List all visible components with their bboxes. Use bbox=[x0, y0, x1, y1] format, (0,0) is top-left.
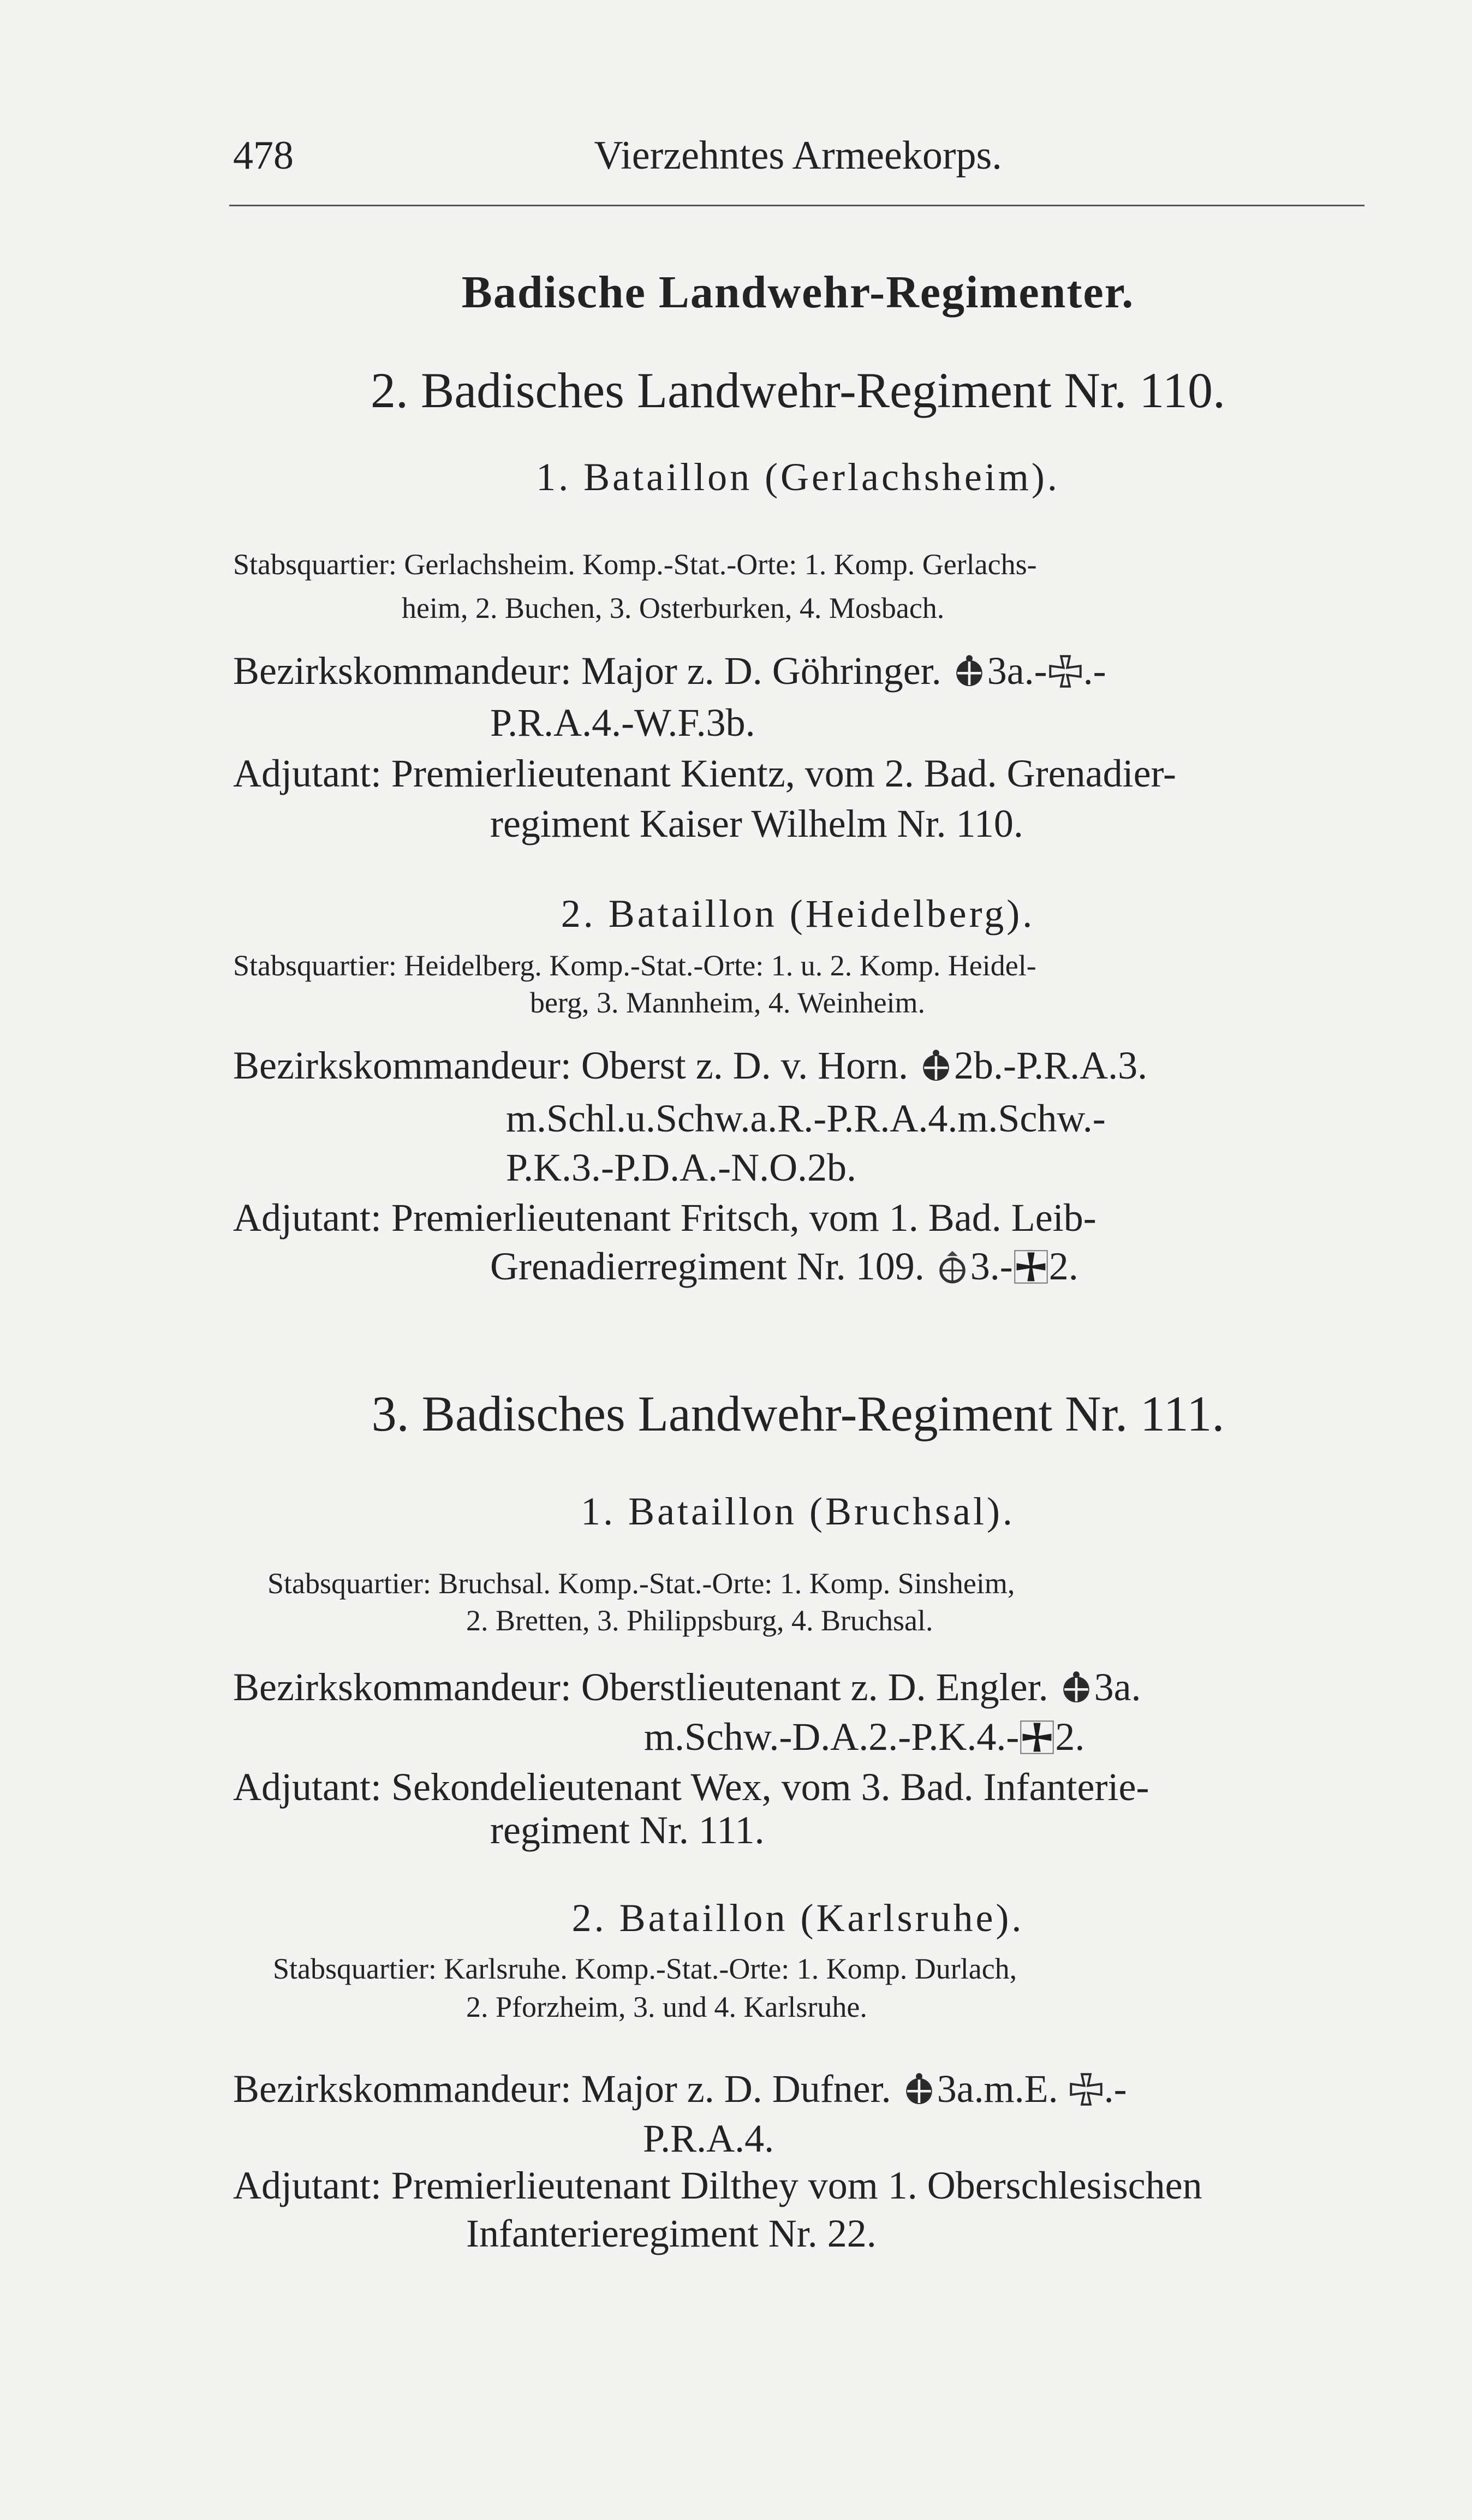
text: Bezirkskommandeur: Major z. D. Göhringer. bbox=[233, 649, 951, 693]
text: 2. bbox=[1048, 1244, 1078, 1288]
bezirkskommandeur-line bbox=[233, 2068, 1127, 2111]
stabs-line: 2. Bretten, 3. Philippsburg, 4. Bruchsal. bbox=[466, 1604, 933, 1637]
text: 2. bbox=[1055, 1715, 1085, 1759]
decorations-line: P.R.A.4.-W.F.3b. bbox=[490, 701, 755, 744]
order-badge-icon bbox=[918, 1048, 954, 1084]
iron-cross-icon bbox=[1019, 1719, 1055, 1755]
stabs-line: berg, 3. Mannheim, 4. Weinheim. bbox=[530, 986, 926, 1019]
text: Bezirkskommandeur: Oberst z. D. v. Horn. bbox=[233, 1044, 919, 1087]
decorations-line: P.R.A.4. bbox=[643, 2117, 774, 2160]
text: .- bbox=[1083, 649, 1106, 693]
bezirkskommandeur-line bbox=[233, 1044, 1147, 1087]
bezirkskommandeur-line bbox=[233, 1666, 1141, 1709]
adjutant-cont-line bbox=[490, 1245, 1078, 1288]
text: 3a.- bbox=[987, 649, 1047, 693]
regiment-110-heading: 2. Badisches Landwehr-Regiment Nr. 110. bbox=[370, 362, 1226, 418]
decorations-line: P.K.3.-P.D.A.-N.O.2b. bbox=[506, 1146, 857, 1189]
text: .- bbox=[1104, 2067, 1127, 2111]
decorations-line: m.Schl.u.Schw.a.R.-P.R.A.4.m.Schw.- bbox=[506, 1097, 1106, 1140]
regiment-111-heading: 3. Badisches Landwehr-Regiment Nr. 111. bbox=[371, 1386, 1225, 1441]
decorations-line bbox=[644, 1715, 1084, 1759]
iron-cross-icon bbox=[1013, 1249, 1049, 1285]
adjutant-line: Adjutant: Premierlieutenant Kientz, vom 2. Bad. Grenadier- bbox=[233, 752, 1177, 795]
text: 2b.-P.R.A.3. bbox=[954, 1044, 1148, 1087]
order-badge-icon bbox=[1058, 1670, 1094, 1706]
battalion-heading: 2. Bataillon (Heidelberg). bbox=[561, 892, 1035, 936]
stabs-line: 2. Pforzheim, 3. und 4. Karlsruhe. bbox=[466, 1991, 867, 2023]
text: Bezirkskommandeur: Oberstlieutenant z. D. Engler. bbox=[233, 1665, 1058, 1709]
running-title: Vierzehntes Armeekorps. bbox=[594, 133, 1002, 178]
adjutant-line: Adjutant: Sekondelieutenant Wex, vom 3. Bad. Infanterie- bbox=[233, 1765, 1149, 1809]
text: m.Schw.-D.A.2.-P.K.4.- bbox=[644, 1715, 1020, 1759]
stabs-line: Stabsquartier: Bruchsal. Komp.-Stat.-Orte: 1. Komp. Sinsheim, bbox=[267, 1567, 1015, 1600]
text: 3a.m.E. bbox=[937, 2067, 1068, 2111]
crowned-order-icon bbox=[934, 1249, 970, 1285]
adjutant-cont-line: regiment Nr. 111. bbox=[490, 1808, 765, 1852]
battalion-heading: 1. Bataillon (Gerlachsheim). bbox=[536, 455, 1060, 499]
adjutant-cont-line: regiment Kaiser Wilhelm Nr. 110. bbox=[490, 802, 1023, 845]
bezirkskommandeur-line bbox=[233, 650, 1106, 693]
battalion-heading: 1. Bataillon (Bruchsal). bbox=[581, 1490, 1015, 1533]
text: 3a. bbox=[1094, 1665, 1141, 1709]
header-rule bbox=[229, 205, 1364, 206]
order-badge-icon bbox=[951, 653, 987, 689]
text: 3.- bbox=[970, 1244, 1013, 1288]
adjutant-line: Adjutant: Premierlieutenant Fritsch, vom 1. Bad. Leib- bbox=[233, 1196, 1096, 1240]
stabs-line: heim, 2. Buchen, 3. Osterburken, 4. Mosbach. bbox=[402, 592, 945, 624]
cross-pattee-icon bbox=[1047, 653, 1083, 689]
order-badge-icon bbox=[901, 2071, 937, 2107]
page-number: 478 bbox=[233, 133, 294, 178]
cross-pattee-icon bbox=[1068, 2071, 1104, 2107]
battalion-heading: 2. Bataillon (Karlsruhe). bbox=[571, 1896, 1024, 1940]
adjutant-line: Adjutant: Premierlieutenant Dilthey vom 1. Oberschlesischen bbox=[233, 2164, 1202, 2207]
stabs-line: Stabsquartier: Gerlachsheim. Komp.-Stat.-Orte: 1. Komp. Gerlachs- bbox=[233, 548, 1037, 581]
adjutant-cont-line: Infanterieregiment Nr. 22. bbox=[466, 2212, 877, 2255]
stabs-line: Stabsquartier: Heidelberg. Komp.-Stat.-Orte: 1. u. 2. Komp. Heidel- bbox=[233, 949, 1036, 982]
text: Grenadierregiment Nr. 109. bbox=[490, 1244, 934, 1288]
text: Bezirkskommandeur: Major z. D. Dufner. bbox=[233, 2067, 901, 2111]
stabs-line: Stabsquartier: Karlsruhe. Komp.-Stat.-Orte: 1. Komp. Durlach, bbox=[273, 1952, 1017, 1985]
page-title: Badische Landwehr-Regimenter. bbox=[461, 267, 1135, 318]
